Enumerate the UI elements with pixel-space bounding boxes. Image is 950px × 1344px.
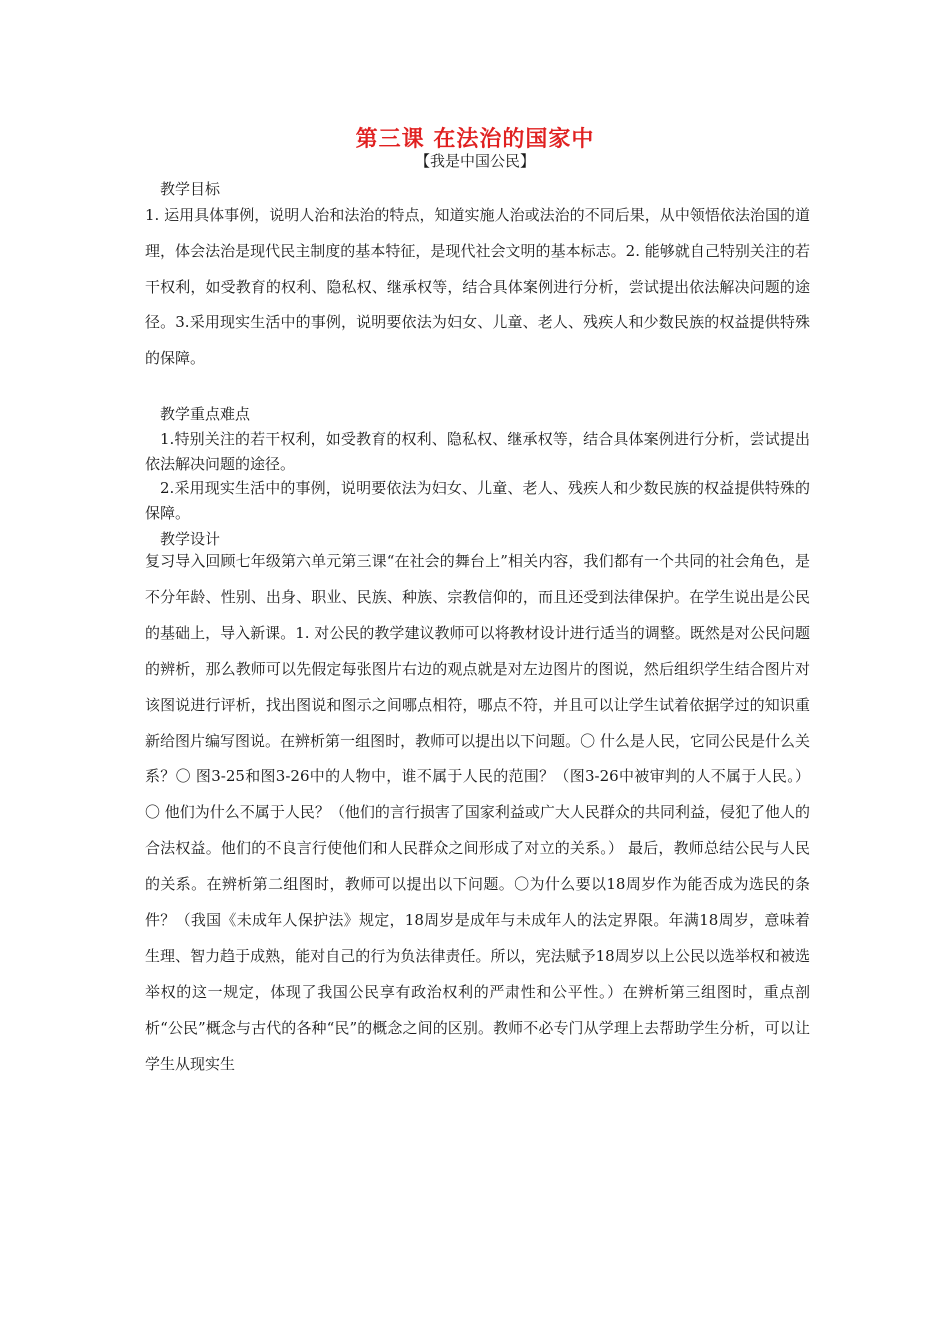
document-title: 第三课 在法治的国家中 [355,127,595,152]
key-point-item-2: 2.采用现实生活中的事例，说明要依法为妇女、儿童、老人、残疾人和少数民族的权益提供特殊的保障。 [145,479,810,522]
goals-text: 1. 运用具体事例，说明人治和法治的特点，知道实施人治或法治的不同后果，从中领悟依法治国的道理，体会法治是现代民主制度的基本特征，是现代社会文明的基本标志。2. 能够就自己特别关注的若干权利，如受教育的权利、隐私权、继承权等，结合具体案例进行分析，尝试提出依法解决问题的途径。3.采用现实生活中的事例，说明要依法为妇女、儿童、老人、残疾人和少数民族的权益提供特殊的保障。 [145,206,810,368]
goals-paragraph [145,198,810,377]
design-heading: 教学设计 [160,530,221,548]
design-paragraph [145,544,810,1083]
design-text: 复习导入回顾七年级第六单元第三课“在社会的舞台上”相关内容，我们都有一个共同的社会角色，是不分年龄、性别、出身、职业、民族、种族、宗教信仰的，而且还受到法律保护。在学生说出是公民的基础上，导入新课。1. 对公民的教学建议教师可以将教材设计进行适当的调整。既然是对公民问题的辨析，那么教师可以先假定每张图片右边的观点就是对左边图片的图说，然后组织学生结合图片对该图说进行评析，找出图说和图示之间哪点相符，哪点不符，并且可以让学生试着依据学过的知识重新给图片编写图说。在辨析第一组图时，教师可以提出以下问题。〇 什么是人民，它同公民是什么关系？〇 图3-25和图3-26中的人物中，谁不属于人民的范围？（图3-26中被审判的人不属于人民。）〇 他们为什么不属于人民？（他们的言行损害了国家利益或广大人民群众的共同利益，侵犯了他人的合法权益。他们的不良言行使他们和人民群众之间形成了对立的关系。） 最后，教师总结公民与人民的关系。在辨析第二组图时，教师可以提出以下问题。〇为什么要以18周岁作为能否成为选民的条件？（我国《未成年人保护法》规定，18周岁是成年与未成年人的法定界限。年满18周岁，意味着生理、智力趋于成熟，能对自己的行为负法律责任。所以，宪法赋予18周岁以上公民以选举权和被选举权的这一规定，体现了我国公民享有政治权利的严肃性和公平性。）在辨析第三组图时，重点剖析“公民”概念与古代的各种“民”的概念之间的区别。教师不必专门从学理上去帮助学生分析，可以让学生从现实生 [145,552,810,1073]
key-points-list [145,427,810,525]
goals-heading: 教学目标 [160,180,221,198]
document-subtitle: 【我是中国公民】 [414,152,535,170]
key-point-item-1: 1.特别关注的若干权利，如受教育的权利、隐私权、继承权等，结合具体案例进行分析，尝试提出依法解决问题的途径。 [145,430,810,473]
key-points-heading: 教学重点难点 [160,405,251,423]
